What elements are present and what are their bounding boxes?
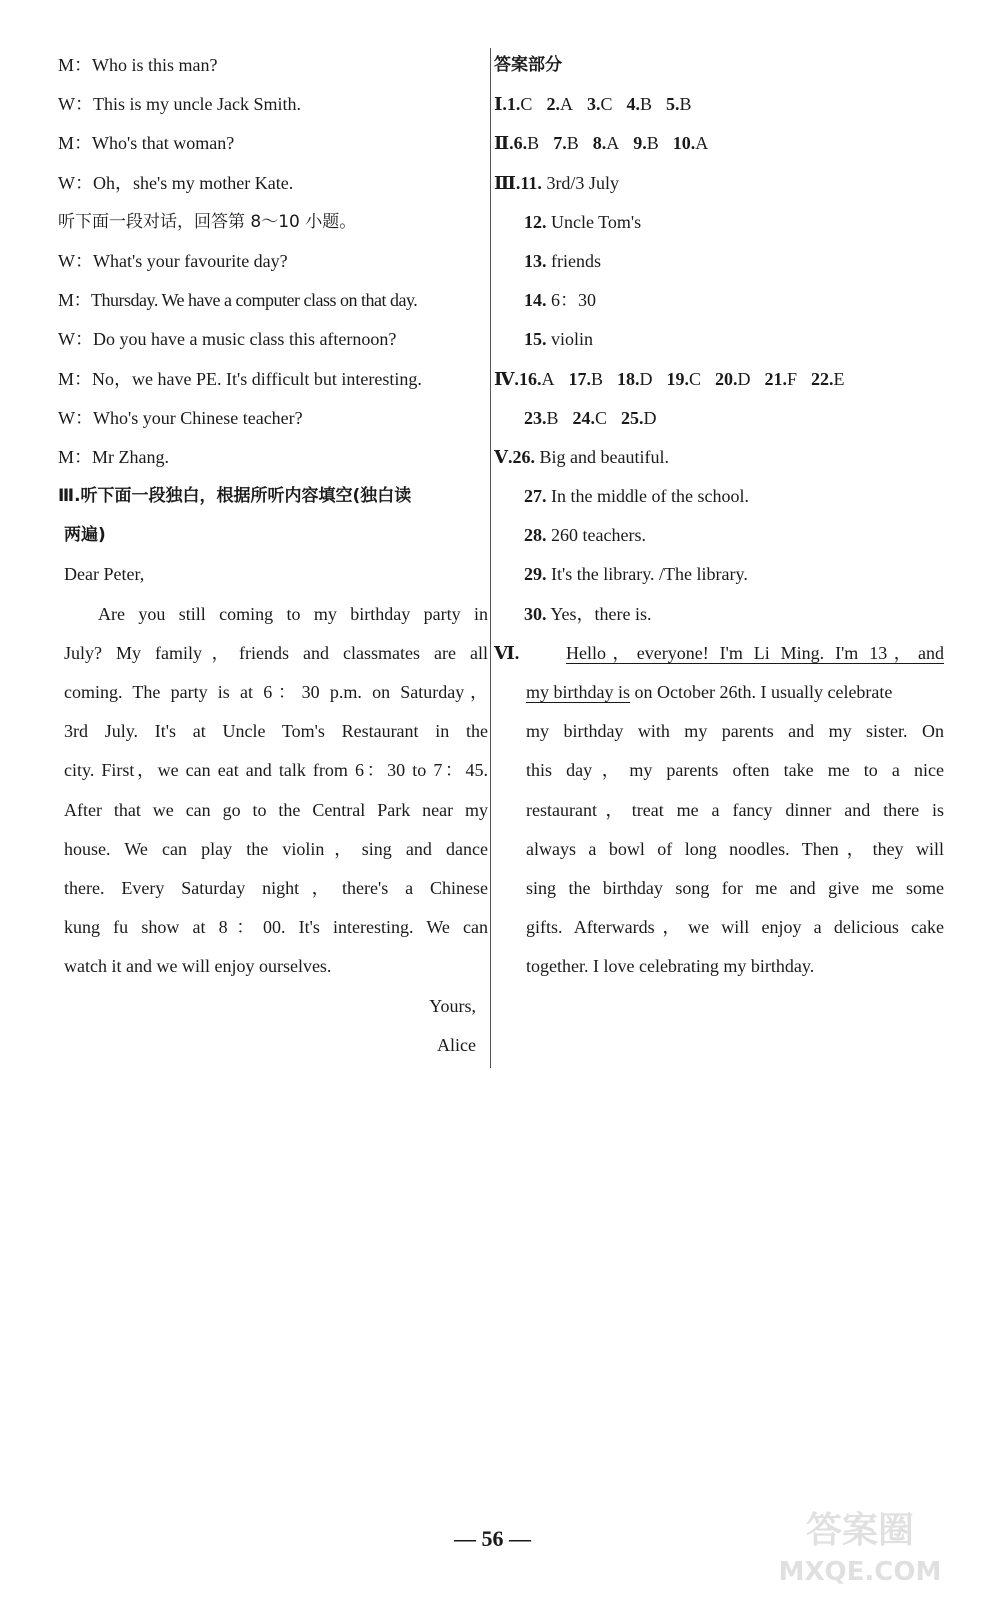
essay-line: restaurant，treat me a fancy dinner and there is — [526, 799, 944, 820]
section-roman: Ⅰ. — [494, 94, 507, 115]
answer-section-4 — [494, 360, 944, 399]
answer-section-4-cont — [494, 399, 944, 438]
watermark-line1: 答案圈 — [805, 1510, 915, 1551]
answer-column — [494, 46, 944, 987]
q-ans: B — [527, 133, 540, 154]
column-divider — [490, 48, 491, 1068]
answer-item — [494, 242, 944, 281]
q-ans: 6：30 — [551, 290, 596, 311]
q-ans: violin — [551, 329, 594, 350]
letter-line: Are you still coming to my birthday party in — [98, 603, 488, 624]
q-num: 2. — [546, 94, 560, 115]
q-num: 22. — [810, 368, 834, 389]
essay-line: gifts. Afterwards，we will enjoy a delicious cake — [526, 917, 944, 938]
q-num: 26. — [512, 446, 535, 467]
answer-section-3 — [494, 164, 944, 203]
q-ans: C — [600, 94, 613, 115]
q-num: 15. — [524, 329, 547, 350]
essay-text: on October 26th. I usually celebrate — [630, 682, 893, 702]
q-num: 20. — [714, 368, 738, 389]
q-num: 7. — [553, 133, 567, 154]
section-roman: Ⅳ. — [494, 368, 519, 389]
answer-heading: 答案部分 — [494, 55, 562, 75]
q-ans: B — [679, 94, 692, 115]
answer-item — [494, 203, 944, 242]
q-num: 11. — [520, 172, 542, 193]
instruction-8-10: 听下面一段对话，回答第 8～10 小题。 — [58, 211, 357, 232]
q-ans: F — [786, 368, 797, 389]
answer-item — [494, 477, 944, 516]
section-roman: Ⅴ. — [494, 446, 513, 467]
q-num: 25. — [621, 407, 644, 428]
underlined-sentence: Hello，everyone! I'm Li Ming. I'm 13，and — [566, 642, 944, 663]
dialogue-line: W：This is my uncle Jack Smith. — [58, 94, 301, 115]
q-ans: Yes，there is. — [550, 603, 652, 624]
q-num: 16. — [518, 368, 542, 389]
section-roman: Ⅲ. — [494, 172, 521, 193]
q-num: 10. — [672, 133, 696, 154]
q-ans: Big and beautiful. — [539, 446, 669, 467]
q-num: 19. — [666, 368, 689, 389]
q-num: 4. — [626, 94, 640, 115]
dialogue-line: W：What's your favourite day? — [58, 250, 288, 271]
q-ans: B — [646, 133, 659, 154]
answer-section-5 — [494, 438, 944, 477]
essay-line: sing the birthday song for me and give me some — [526, 877, 944, 898]
q-num: 28. — [524, 525, 547, 546]
essay-line: this day，my parents often take me to a nice — [526, 760, 944, 781]
answer-item — [494, 595, 944, 634]
q-num: 21. — [764, 368, 787, 389]
q-ans: Uncle Tom's — [551, 211, 642, 232]
q-ans: friends — [551, 250, 601, 271]
q-num: 8. — [592, 133, 607, 154]
q-ans: C — [595, 407, 608, 428]
q-ans: A — [695, 133, 709, 154]
answer-section-6 — [494, 634, 944, 673]
q-ans: A — [559, 94, 573, 115]
letter-line: July? My family，friends and classmates are all — [64, 642, 488, 663]
letter-line: city. First，we can eat and talk from 6：30 to 7：45. — [64, 760, 488, 781]
answer-item — [494, 320, 944, 359]
q-ans: C — [520, 94, 533, 115]
q-ans: B — [639, 94, 652, 115]
underlined-phrase: my birthday is — [526, 682, 630, 702]
q-num: 29. — [524, 564, 547, 585]
letter-line: there. Every Saturday night，there's a Chinese — [64, 877, 488, 898]
q-ans: B — [566, 133, 579, 154]
q-ans: C — [688, 368, 701, 389]
letter-line: coming. The party is at 6：30 p.m. on Saturday， — [64, 682, 488, 702]
answer-item — [494, 281, 944, 320]
watermark-line2: MXQE.COM — [778, 1557, 942, 1587]
answer-section-1 — [494, 85, 944, 124]
letter-line: 3rd July. It's at Uncle Tom's Restaurant in the — [64, 721, 488, 742]
q-ans: In the middle of the school. — [551, 486, 749, 507]
q-num: 1. — [506, 94, 521, 115]
essay-line: always a bowl of long noodles. Then，they will — [526, 838, 944, 859]
q-num: 24. — [572, 407, 596, 428]
dialogue-line: M：No，we have PE. It's difficult but interesting. — [58, 368, 422, 389]
q-ans: E — [833, 368, 845, 389]
q-ans: It's the library. /The library. — [551, 564, 748, 585]
q-ans: A — [606, 133, 620, 154]
essay-line: my birthday with my parents and my sister. On — [526, 721, 944, 742]
q-ans: 3rd/3 July — [546, 172, 619, 193]
dialogue-line: M：Mr Zhang. — [58, 446, 169, 467]
q-num: 3. — [586, 94, 601, 115]
essay-line: together. I love celebrating my birthday. — [526, 956, 815, 977]
q-num: 12. — [524, 211, 547, 232]
answer-item — [494, 516, 944, 555]
q-num: 13. — [524, 250, 547, 271]
letter-line: kung fu show at 8：00. It's interesting. We can — [64, 917, 488, 938]
letter-line: watch it and we will enjoy ourselves. — [64, 956, 332, 977]
letter-greeting: Dear Peter, — [64, 564, 145, 585]
q-num: 27. — [524, 486, 547, 507]
letter-line: After that we can go to the Central Park near my — [64, 799, 488, 820]
dialogue-line: M：Thursday. We have a computer class on that day. — [58, 290, 418, 311]
q-ans: B — [590, 368, 603, 389]
answer-item — [494, 555, 944, 594]
dialogue-line: M：Who's that woman? — [58, 133, 235, 154]
q-ans: D — [643, 407, 657, 428]
q-num: 5. — [665, 94, 680, 115]
letter-closing: Yours, — [429, 995, 476, 1016]
q-num: 9. — [633, 133, 647, 154]
letter-line: house. We can play the violin，sing and dance — [64, 838, 488, 859]
q-num: 6. — [513, 133, 528, 154]
section-3-heading: Ⅲ.听下面一段独白，根据所听内容填空(独白读 — [58, 486, 412, 507]
q-ans: 260 teachers. — [551, 525, 646, 546]
q-num: 17. — [568, 368, 591, 389]
letter-signature: Alice — [437, 1034, 476, 1055]
page-number: — 56 — — [454, 1526, 531, 1551]
section-roman: Ⅵ. — [494, 642, 520, 663]
q-num: 14. — [524, 290, 547, 311]
essay-line — [494, 673, 944, 712]
dialogue-line: W：Oh，she's my mother Kate. — [58, 172, 294, 193]
q-ans: D — [639, 368, 653, 389]
q-num: 18. — [616, 368, 640, 389]
dialogue-line: M：Who is this man? — [58, 55, 218, 75]
dialogue-line: W：Who's your Chinese teacher? — [58, 407, 303, 428]
dialogue-line: W：Do you have a music class this afternoon? — [58, 329, 397, 350]
left-column — [58, 46, 488, 1065]
section-3-heading-cont: 两遍) — [64, 525, 106, 546]
q-ans: D — [737, 368, 751, 389]
watermark-logo — [755, 1500, 965, 1590]
q-num: 30. — [524, 603, 547, 624]
answer-section-2 — [494, 124, 944, 163]
q-ans: A — [541, 368, 555, 389]
section-roman: Ⅱ. — [494, 133, 514, 154]
q-num: 23. — [524, 407, 547, 428]
q-ans: B — [546, 407, 559, 428]
